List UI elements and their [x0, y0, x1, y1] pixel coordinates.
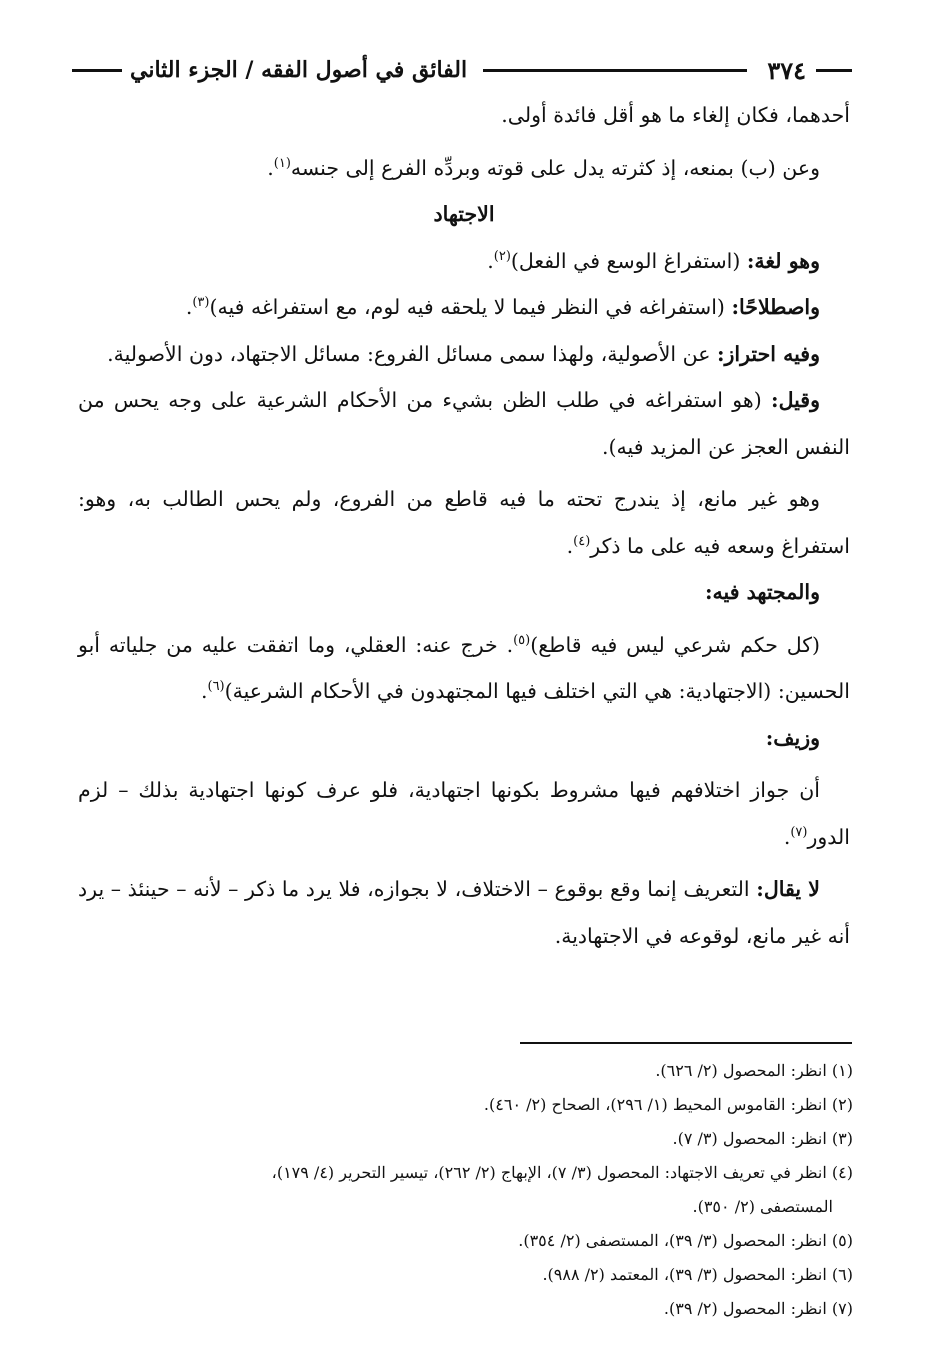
footnote: (١) انظر: المحصول (٢/ ٦٢٦). [655, 1061, 853, 1080]
footnotes [78, 1054, 853, 1326]
text-line: . [267, 155, 274, 180]
section-heading: الاجتهاد [433, 202, 495, 226]
footnote: (٢) انظر: القاموس المحيط (١/ ٢٩٦)، الصحاح (٢/ ٤٦٠). [483, 1095, 853, 1114]
running-header [72, 52, 852, 88]
book-title: الفائق في أصول الفقه / الجزء الثاني [130, 57, 468, 83]
term-label: واصطلاحًا: [731, 295, 820, 319]
main-text [78, 92, 850, 959]
text-line: أن جواز اختلافهم فيها مشروط بكونها اجتهادية، فلو عرف كونها اجتهادية بذلك – لزم الدور [78, 778, 850, 849]
footnote-ref: (٤) [573, 533, 591, 549]
text-line: . [566, 533, 574, 558]
text-line: وهو غير مانع، إذ يندرج تحته ما فيه قاطع من الفروع، ولم يحس الطالب به، وهو: استفراغ وسعه فيه على ما ذكر [78, 487, 850, 558]
text-line: (هو استفراغه في طلب الظن بشيء من الأحكام الشرعية على وجه يحس من النفس العجز عن المزيد فيه). [78, 388, 850, 459]
footnote: (٧) انظر: المحصول (٢/ ٣٩). [663, 1299, 853, 1318]
text-line: . [783, 824, 791, 849]
text-line: أحدهما، فكان إلغاء ما هو أقل فائدة أولى. [501, 103, 850, 127]
paragraph [78, 476, 850, 569]
footnote-ref: (٥) [513, 632, 531, 648]
text-line: وعن (ب) بمنعه، إذ كثرته يدل على قوته وبردِّه الفرع إلى جنسه [290, 155, 820, 180]
term-label: وفيه احتراز: [716, 341, 820, 366]
header-rule [483, 69, 747, 72]
paragraph [78, 622, 850, 715]
text-line: . [200, 679, 208, 703]
footnote-ref: (١) [273, 155, 291, 171]
header-dash [816, 69, 852, 72]
footnote-ref: (٢) [493, 248, 511, 264]
footnote: (٦) انظر: المحصول (٣/ ٣٩)، المعتمد (٢/ ٩٨٨). [542, 1265, 853, 1284]
term-label: والمجتهد فيه: [704, 580, 820, 604]
paragraph [78, 238, 850, 285]
text-line: . خرج عنه: العقلي، وما اتفقت عليه من جلياته أبو الحسين: (الاجتهادية: هي التي اختلف فيها المجتهدون في الأحكام الشرعية) [78, 632, 850, 703]
paragraph [78, 767, 850, 860]
footnote-continuation: المستصفى (٢/ ٣٥٠). [692, 1197, 833, 1216]
term-label: وقيل: [771, 388, 821, 412]
footnote-ref: (٦) [207, 679, 225, 695]
term-label: لا يقال: [756, 877, 820, 901]
header-dash-end [72, 69, 122, 72]
text-line: . [185, 295, 193, 319]
footnote-ref: (٣) [192, 295, 210, 311]
footnote-separator [520, 1042, 852, 1044]
page-number: ٣٧٤ [767, 55, 806, 85]
paragraph [78, 377, 850, 470]
paragraph [78, 145, 850, 192]
text-line: التعريف إنما وقع بوقوع – الاختلاف، لا بجوازه، فلا يرد ما ذكر – لأنه – حينئذ – يرد أنه غير مانع، لوقوعه في الاجتهادية. [78, 877, 850, 948]
paragraph [78, 866, 850, 959]
text-line: (استفراغه في النظر فيما لا يلحقه فيه لوم، مع استفراغه فيه) [209, 295, 732, 319]
footnote: (٥) انظر: المحصول (٣/ ٣٩)، المستصفى (٢/ ٣٥٤). [518, 1231, 853, 1250]
term-label: وهو لغة: [746, 248, 820, 273]
footnote-ref: (٧) [790, 824, 808, 840]
text-line: . [487, 248, 494, 273]
text-line: (استفراغ الوسع في الفعل) [510, 248, 747, 273]
paragraph [78, 92, 850, 139]
footnote: (٣) انظر: المحصول (٣/ ٧). [672, 1129, 853, 1148]
text-line: عن الأصولية، ولهذا سمى مسائل الفروع: مسائل الاجتهاد، دون الأصولية. [107, 341, 717, 366]
paragraph [78, 284, 850, 331]
term-label: وزيف: [765, 725, 820, 750]
paragraph [78, 331, 850, 378]
footnote: (٤) انظر في تعريف الاجتهاد: المحصول (٣/ ٧)، الإبهاج (٢/ ٢٦٢)، تيسير التحرير (٤/ ١٧٩)، [271, 1163, 853, 1182]
text-line: (كل حكم شرعي ليس فيه قاطع) [530, 632, 820, 657]
